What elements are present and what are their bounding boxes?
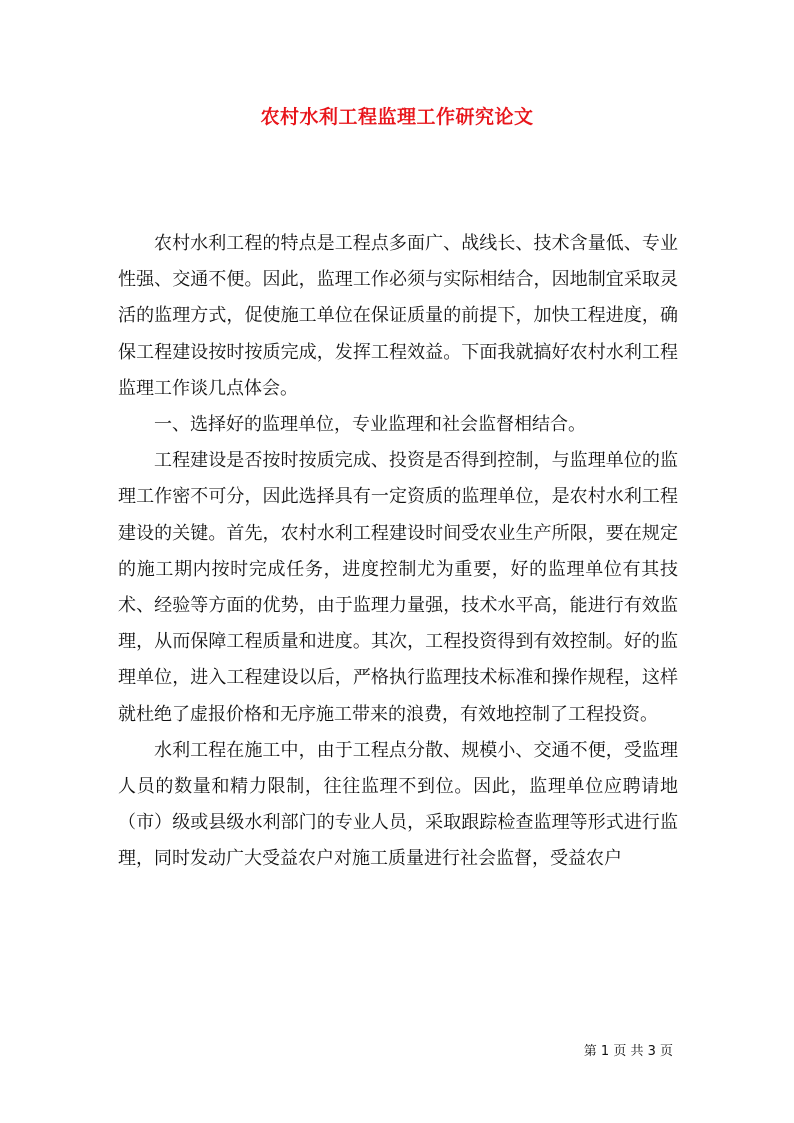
document-title: 农村水利工程监理工作研究论文 — [260, 106, 534, 128]
page-number: 第 1 页 共 3 页 — [583, 1044, 673, 1059]
paragraph-section-1-continued: 水利工程在施工中，由于工程点分散、规模小、交通不便，受监理人员的数量和精力限制，往往监理不到位。因此，监理单位应聘请地（市）级或县级水利部门的专业人员，采取跟踪检查监理等形式进行监理，同时发动广大受益农户对施工质量进行社会监督，受益农户 — [118, 739, 678, 870]
document-body — [118, 226, 678, 878]
paragraph-intro: 农村水利工程的特点是工程点多面广、战线长、技术含量低、专业性强、交通不便。因此，监理工作必须与实际相结合，因地制宜采取灵活的监理方式，促使施工单位在保证质量的前提下，加快工程进度，确保工程建设按时按质完成，发挥工程效益。下面我就搞好农村水利工程监理工作谈几点体会。 — [118, 233, 678, 399]
paragraph-section-1: 工程建设是否按时按质完成、投资是否得到控制，与监理单位的监理工作密不可分，因此选择具有一定资质的监理单位，是农村水利工程建设的关键。首先，农村水利工程建设时间受农业生产所限，要在规定的施工期内按时完成任务，进度控制尤为重要，好的监理单位有其技术、经验等方面的优势，由于监理力量强，技术水平高，能进行有效监理，从而保障工程质量和进度。其次，工程投资得到有效控制。好的监理单位，进入工程建设以后，严格执行监理技术标准和操作规程，这样就杜绝了虚报价格和无序施工带来的浪费，有效地控制了工程投资。 — [118, 450, 678, 725]
section-heading-1: 一、选择好的监理单位，专业监理和社会监督相结合。 — [154, 414, 586, 436]
